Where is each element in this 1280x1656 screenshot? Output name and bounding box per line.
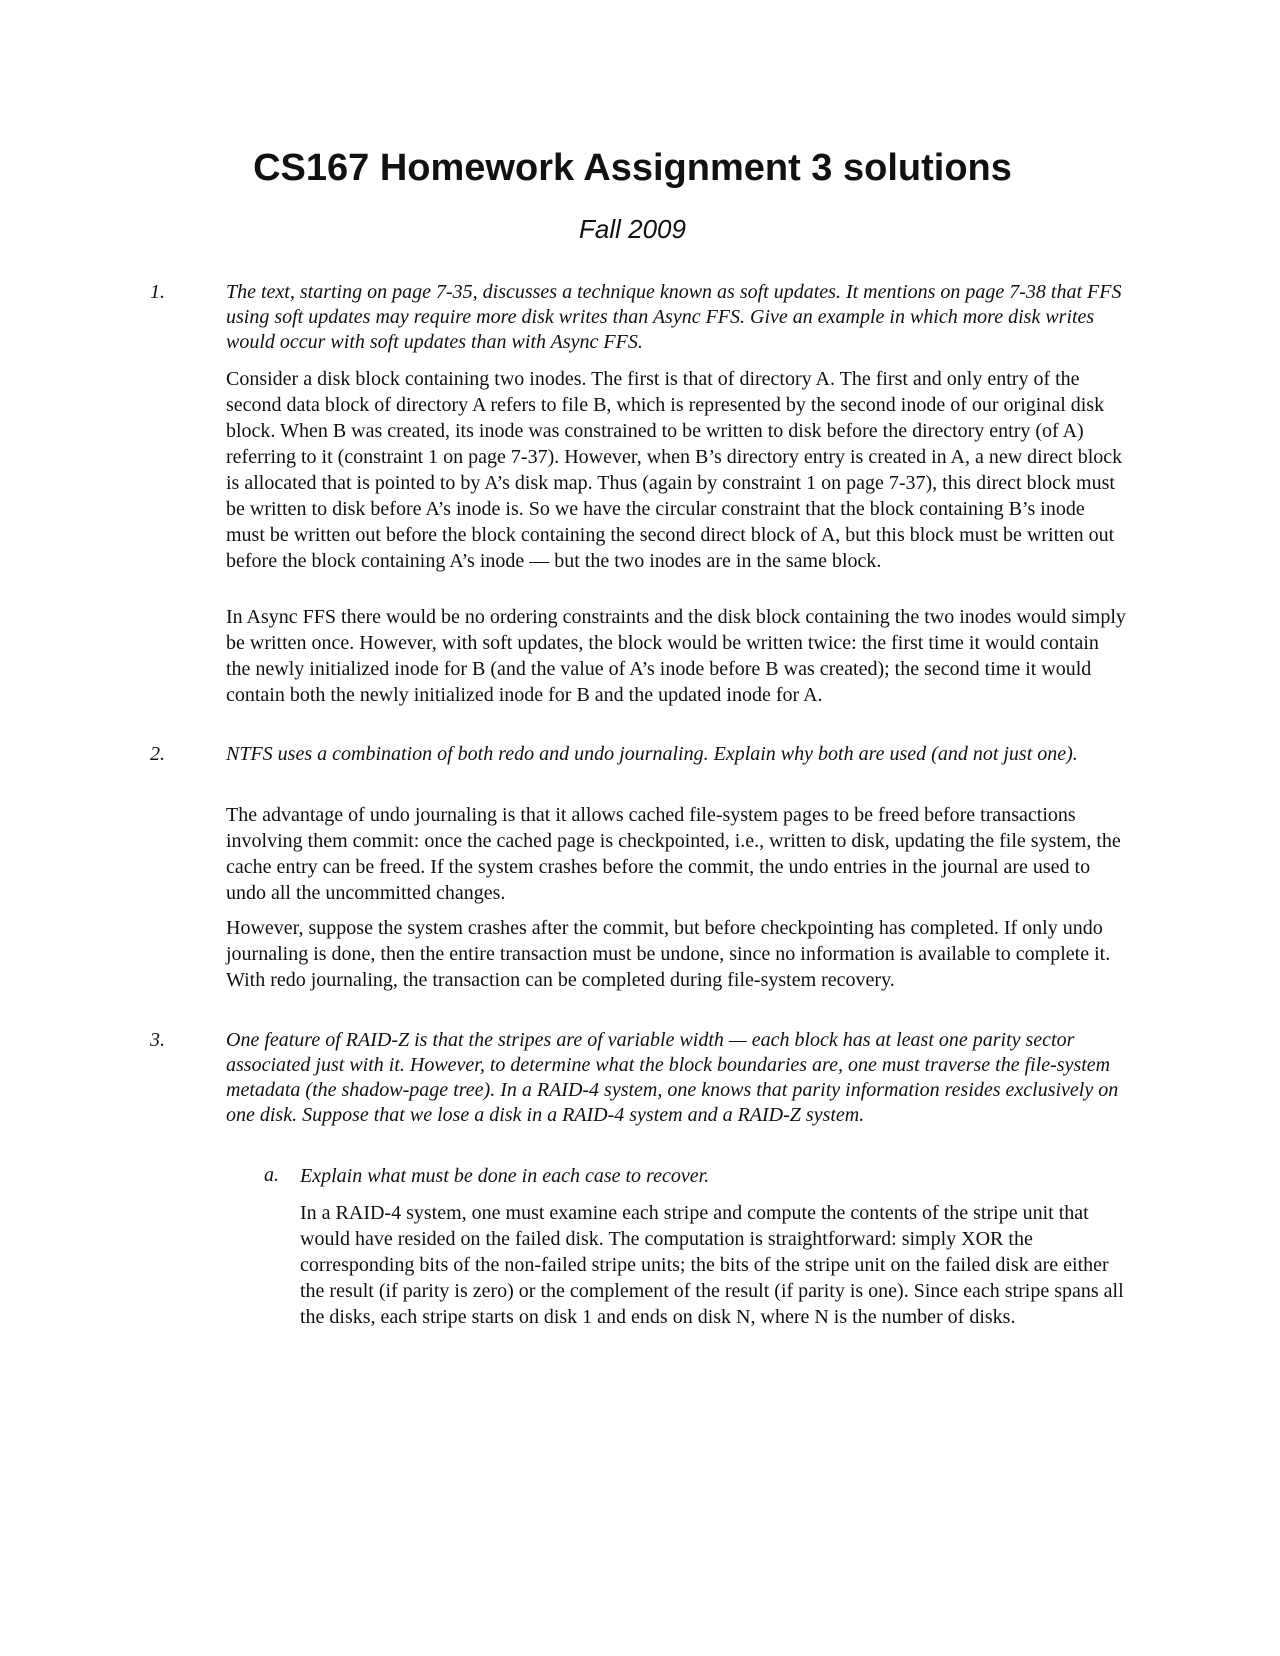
question-prompt: The text, starting on page 7-35, discusses a technique known as soft updates. It mentions on page 7-38 that FFS using soft updates may require more disk writes than Async FFS. Give an example in which more disk writes would occur with soft updates than with Async FFS. <box>226 281 1122 353</box>
part-letter: a. <box>264 1164 279 1186</box>
part-answer: In a RAID-4 system, one must examine each stripe and compute the contents of the stripe unit that would have resided on the failed disk. The computation is straightforward: simply XOR the corresponding bits of the non-failed stripe units; the bits of the stripe unit on the failed disk are either the result (if parity is zero) or the complement of the result (if parity is one). Since each stripe spans all the disks, each stripe starts on disk 1 and ends on disk N, where N is the number of disks. <box>300 1202 1124 1328</box>
answer-paragraph: Consider a disk block containing two inodes. The first is that of directory A. The first and only entry of the second data block of directory A refers to file B, which is represented by the second inode of our original disk block. When B was created, its inode was constrained to be written to disk before the directory entry (of A) referring to it (constraint 1 on page 7-37). However, when B’s directory entry is created in A, a new direct block is allocated that is pointed to by A’s disk map. Thus (again by constraint 1 on page 7-37), this direct block must be written to disk before A’s inode is. So we have the circular constraint that the block containing B’s inode must be written out before the block containing the second direct block of A, but this block must be written out before the block containing A’s inode — but the two inodes are in the same block. <box>226 368 1123 572</box>
part-prompt: Explain what must be done in each case to recover. <box>300 1165 710 1187</box>
answer-paragraph: The advantage of undo journaling is that it allows cached file-system pages to be freed before transactions involving them commit: once the cached page is checkpointed, i.e., written to disk, updating the file system, the cache entry can be freed. If the system crashes before the commit, the undo entries in the journal are used to undo all the uncommitted changes. <box>226 804 1121 904</box>
page-subtitle: Fall 2009 <box>579 214 686 244</box>
question-number: 1. <box>150 281 165 303</box>
answer-paragraph: However, suppose the system crashes after the commit, but before checkpointing has completed. If only undo journaling is done, then the entire transaction must be undone, since no information is available to complete it. With redo journaling, the transaction can be completed during file-system recovery. <box>226 917 1111 991</box>
page-title: CS167 Homework Assignment 3 solutions <box>253 147 1012 189</box>
answer-paragraph: In Async FFS there would be no ordering constraints and the disk block containing the two inodes would simply be written once. However, with soft updates, the block would be written twice: the first time it would contain the newly initialized inode for B (and the value of A’s inode before B was created); the second time it would contain both the newly initialized inode for B and the updated inode for A. <box>226 606 1126 706</box>
question-prompt: One feature of RAID-Z is that the stripes are of variable width — each block has at least one parity sector associated just with it. However, to determine what the block boundaries are, one must traverse the file-system metadata (the shadow-page tree). In a RAID-4 system, one knows that parity information resides exclusively on one disk. Suppose that we lose a disk in a RAID-4 system and a RAID-Z system. <box>226 1029 1119 1126</box>
question-number: 3. <box>150 1029 165 1051</box>
question-number: 2. <box>150 743 165 765</box>
question-prompt: NTFS uses a combination of both redo and undo journaling. Explain why both are used (and not just one). <box>226 743 1078 765</box>
